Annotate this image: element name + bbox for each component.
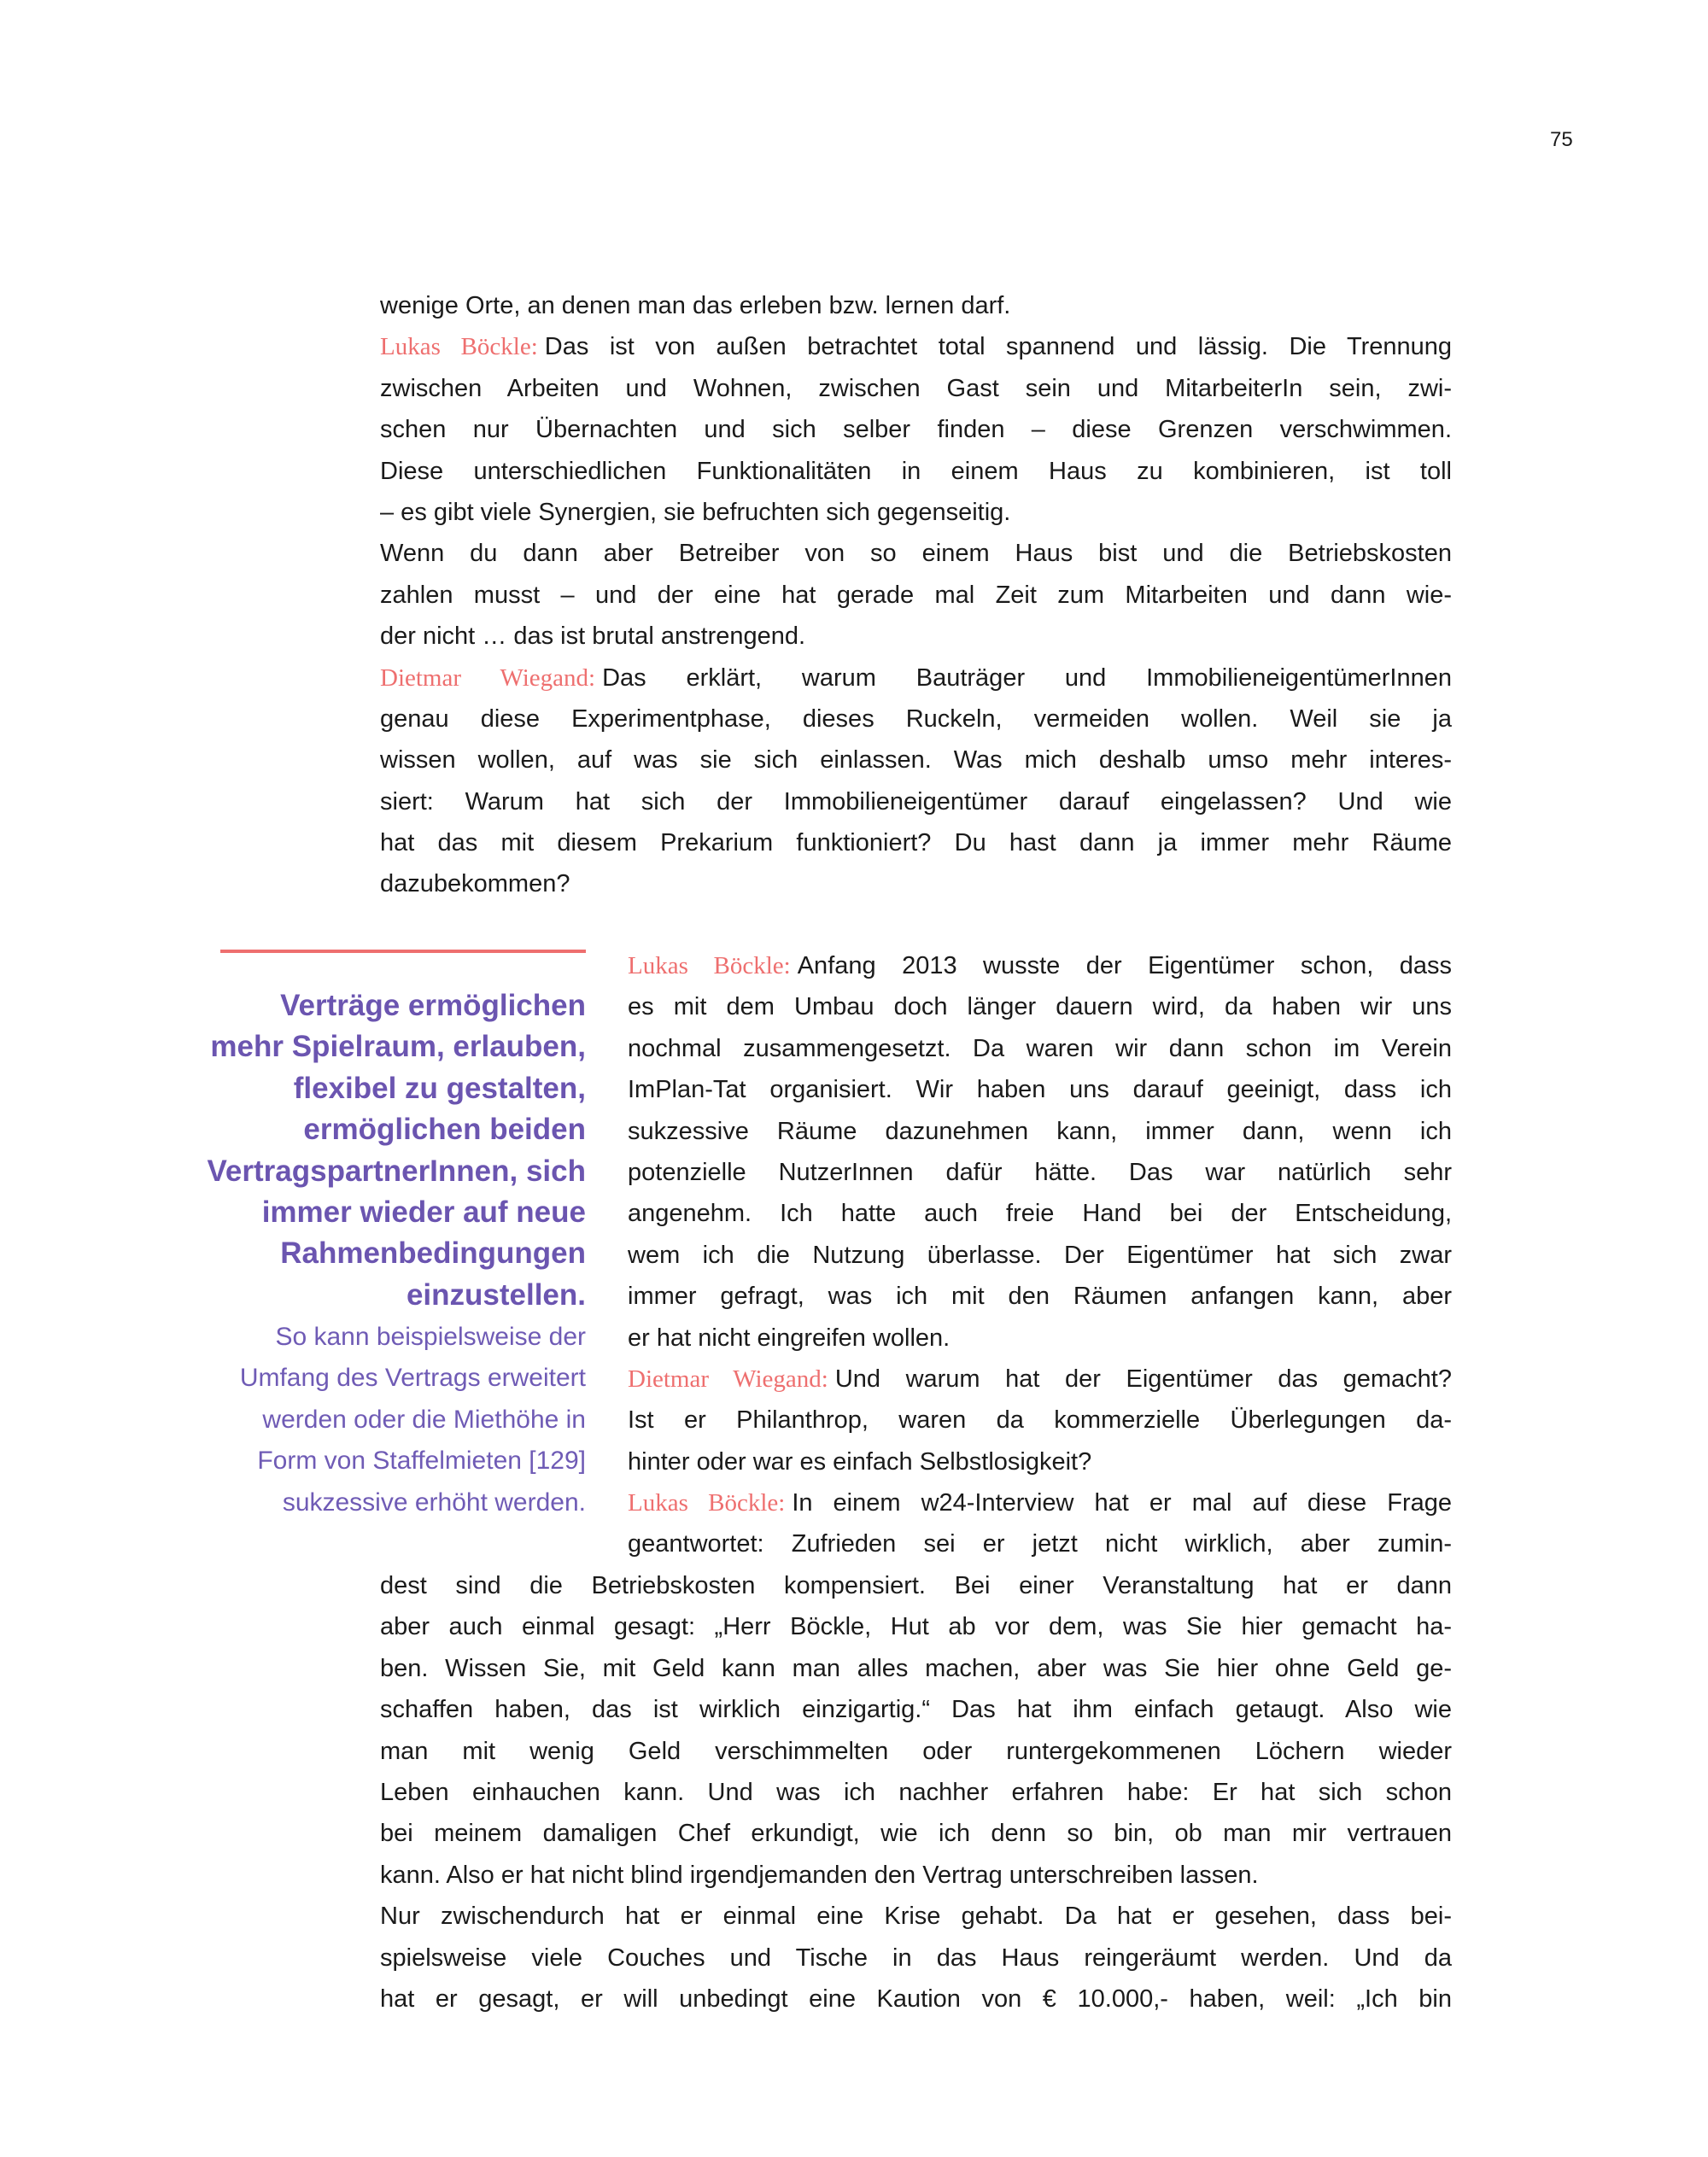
pullquote-line: werden oder die Miethöhe in: [262, 1405, 586, 1434]
text-line: [628, 1400, 1452, 1441]
pullquote-line: ermöglichen beiden: [303, 1113, 586, 1147]
line-text: Anfang 2013 wusste der Eigentümer schon, dass: [797, 952, 1452, 979]
pullquote-line: immer wieder auf neue: [261, 1195, 586, 1230]
pullquote-line: Rahmenbedingungen: [280, 1236, 586, 1271]
text-line: [380, 285, 1452, 326]
line-text: geantwortet: Zufrieden sei er jetzt nicht wirklich, aber zumin-: [628, 1530, 1452, 1558]
line-text: siert: Warum hat sich der Immobilieneigentümer darauf eingelassen? Und wie: [380, 787, 1452, 815]
text-line: [380, 368, 1452, 409]
text-line: [628, 1318, 1452, 1359]
line-text: Das erklärt, warum Bauträger und ImmobilieneigentümerInnen: [602, 663, 1452, 692]
line-text: nochmal zusammengesetzt. Da waren wir dann schon im Verein: [628, 1034, 1452, 1062]
line-text: Ist er Philanthrop, waren da kommerzielle Überlegungen da-: [628, 1406, 1452, 1435]
text-line: [628, 1276, 1452, 1317]
line-text: In einem w24-Interview hat er mal auf diese Frage: [792, 1489, 1452, 1517]
line-text: dest sind die Betriebskosten kompensiert. Bei einer Veranstaltung hat er dann: [380, 1572, 1452, 1599]
line-text: dazubekommen?: [380, 870, 570, 898]
pullquote-rule: [220, 950, 586, 953]
line-text: angenehm. Ich hatte auch freie Hand bei der Entscheidung,: [628, 1200, 1452, 1228]
pullquote-line: Umfang des Vertrags erweitert: [239, 1364, 586, 1393]
text-line: [380, 1648, 1452, 1689]
text-line: [380, 533, 1452, 574]
speaker-label: Lukas Böckle:: [380, 333, 538, 361]
text-line: [380, 699, 1452, 739]
line-text: es mit dem Umbau doch länger dauern wird, da haben wir uns: [628, 993, 1452, 1021]
pullquote-line: mehr Spielraum, erlauben,: [210, 1030, 586, 1064]
pullquote-body: [85, 1317, 586, 1523]
text-line: [380, 1772, 1452, 1813]
line-text: hinter oder war es einfach Selbstlosigkeit?: [628, 1447, 1092, 1476]
line-text: man mit wenig Geld verschimmelten oder runtergekommenen Löchern wieder: [380, 1737, 1452, 1765]
pullquote-line: Verträge ermöglichen: [280, 989, 586, 1022]
text-line: [380, 1731, 1452, 1772]
line-text: Und warum hat der Eigentümer das gemacht?: [834, 1365, 1452, 1393]
line-text: ImPlan-Tat organisiert. Wir haben uns darauf geeinigt, dass ich: [628, 1076, 1452, 1104]
pullquote-line: So kann beispielsweise der: [275, 1323, 586, 1351]
text-line: [628, 1523, 1452, 1564]
speaker-label: Lukas Böckle:: [628, 1489, 786, 1517]
text-line: [380, 822, 1452, 863]
text-line: [380, 658, 1452, 699]
line-text: hat er gesagt, er will unbedingt eine Kaution von € 10.000,- haben, weil: „Ich bin: [380, 1985, 1452, 2013]
line-text: Das ist von außen betrachtet total spannend und lässig. Die Trennung: [544, 333, 1453, 361]
pullquote-line: sukzessive erhöht werden.: [282, 1488, 586, 1517]
pullquote-heading: [85, 985, 586, 1316]
text-line: [380, 1813, 1452, 1854]
text-line: [380, 1938, 1452, 1979]
line-text: sukzessive Räume dazunehmen kann, immer dann, wenn ich: [628, 1117, 1452, 1145]
interview-text-bottom: [380, 1565, 1452, 2020]
text-line: [380, 863, 1452, 904]
text-line: [628, 945, 1452, 986]
text-line: [628, 1069, 1452, 1110]
line-text: schaffen haben, das ist wirklich einzigartig.“ Das hat ihm einfach getaugt. Also wie: [380, 1696, 1452, 1724]
speaker-label: Dietmar Wiegand:: [628, 1365, 828, 1393]
text-line: [380, 575, 1452, 616]
text-line: [380, 616, 1452, 657]
line-text: spielsweise viele Couches und Tische in das Haus reingeräumt werden. Und da: [380, 1944, 1452, 1972]
pullquote-line: Form von Staffelmieten [129]: [257, 1447, 586, 1476]
text-line: [628, 1441, 1452, 1482]
line-text: wissen wollen, auf was sie sich einlassen. Was mich deshalb umso mehr interes-: [380, 746, 1452, 775]
speaker-label: Lukas Böckle:: [628, 952, 791, 979]
text-line: [628, 1235, 1452, 1276]
page-number: 75: [1550, 128, 1573, 151]
text-line: [380, 1896, 1452, 1937]
line-text: schen nur Übernachten und sich selber finden – diese Grenzen verschwimmen.: [380, 416, 1452, 444]
line-text: Wenn du dann aber Betreiber von so einem Haus bist und die Betriebskosten: [380, 540, 1452, 568]
text-line: [380, 326, 1452, 367]
line-text: bei meinem damaligen Chef erkundigt, wie ich denn so bin, ob man mir vertrauen: [380, 1820, 1452, 1848]
text-line: [628, 1193, 1452, 1234]
line-text: aber auch einmal gesagt: „Herr Böckle, Hut ab vor dem, was Sie hier gemacht ha-: [380, 1613, 1452, 1641]
line-text: kann. Also er hat nicht blind irgendjemanden den Vertrag unterschreiben lassen.: [380, 1861, 1259, 1889]
line-text: wem ich die Nutzung überlasse. Der Eigentümer hat sich zwar: [628, 1241, 1452, 1269]
text-line: [628, 1028, 1452, 1069]
line-text: ben. Wissen Sie, mit Geld kann man alles machen, aber was Sie hier ohne Geld ge-: [380, 1654, 1452, 1682]
line-text: hat das mit diesem Prekarium funktioniert? Du hast dann ja immer mehr Räume: [380, 829, 1452, 857]
line-text: Leben einhauchen kann. Und was ich nachher erfahren habe: Er hat sich schon: [380, 1778, 1452, 1806]
text-line: [628, 986, 1452, 1027]
line-text: genau diese Experimentphase, dieses Ruckeln, vermeiden wollen. Weil sie ja: [380, 704, 1452, 733]
text-line: [380, 1565, 1452, 1606]
line-text: zwischen Arbeiten und Wohnen, zwischen Gast sein und MitarbeiterIn sein, zwi-: [380, 374, 1452, 402]
line-text: er hat nicht eingreifen wollen.: [628, 1324, 951, 1352]
text-line: [380, 451, 1452, 492]
line-text: zahlen musst – und der eine hat gerade mal Zeit zum Mitarbeiten und dann wie-: [380, 581, 1452, 609]
text-line: [628, 1359, 1452, 1400]
text-line: [380, 492, 1452, 533]
interview-text-top: [380, 285, 1452, 905]
text-line: [628, 1152, 1452, 1193]
text-line: [628, 1111, 1452, 1152]
text-line: [380, 1855, 1452, 1896]
text-line: [380, 409, 1452, 450]
text-line: [380, 1689, 1452, 1730]
line-text: potenzielle NutzerInnen dafür hätte. Das war natürlich sehr: [628, 1158, 1452, 1186]
line-text: immer gefragt, was ich mit den Räumen anfangen kann, aber: [628, 1283, 1452, 1311]
pullquote-line: VertragspartnerInnen, sich: [207, 1154, 586, 1188]
text-line: [380, 739, 1452, 780]
text-line: [628, 1482, 1452, 1523]
text-line: [380, 1606, 1452, 1647]
speaker-label: Dietmar Wiegand:: [380, 663, 596, 692]
line-text: Diese unterschiedlichen Funktionalitäten in einem Haus zu kombinieren, ist toll: [380, 457, 1452, 485]
pullquote-line: einzustellen.: [406, 1277, 586, 1312]
text-line: [380, 781, 1452, 822]
line-text: – es gibt viele Synergien, sie befruchten sich gegenseitig.: [380, 498, 1011, 526]
pullquote-line: flexibel zu gestalten,: [293, 1071, 586, 1105]
line-text: Nur zwischendurch hat er einmal eine Krise gehabt. Da hat er gesehen, dass bei-: [380, 1903, 1452, 1931]
line-text: wenige Orte, an denen man das erleben bzw. lernen darf.: [380, 292, 1011, 319]
line-text: der nicht … das ist brutal anstrengend.: [380, 623, 806, 651]
text-line: [380, 1979, 1452, 2020]
interview-text-column: [628, 945, 1452, 1565]
